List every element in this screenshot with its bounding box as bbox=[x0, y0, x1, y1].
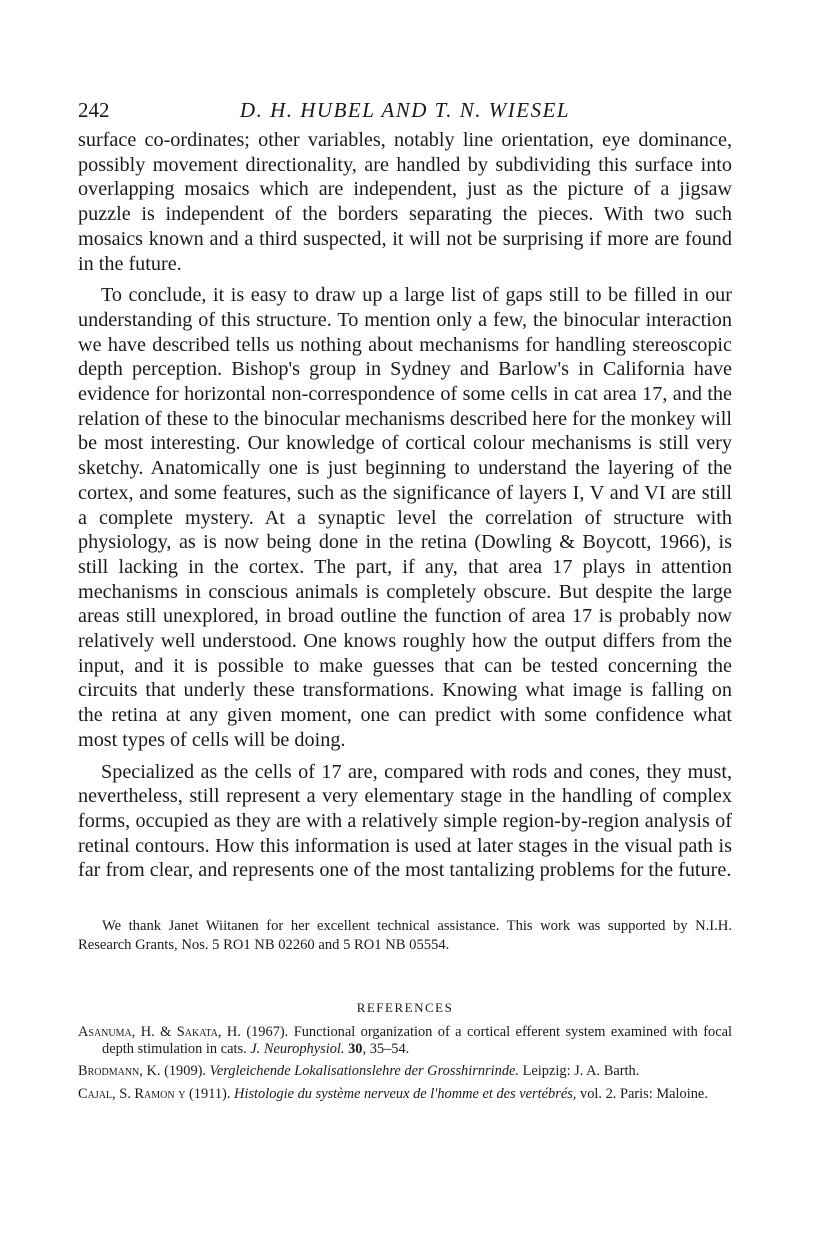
body-text bbox=[78, 128, 732, 883]
references-heading: REFERENCES bbox=[356, 1000, 454, 1016]
reference-item bbox=[78, 1086, 732, 1103]
reference-item bbox=[78, 1024, 732, 1057]
paragraph-continued: surface co-ordinates; other variables, notably line orientation, eye dominance, possibly movement directionality, are handled by subdividing this surface into overlapping mosaics which are independent, just as the picture of a jigsaw puzzle is independent of the borders separating the pieces. With two such mosaics known and a third suspected, it will not be surprising if more are found in the future. bbox=[78, 129, 732, 275]
reference-item bbox=[78, 1063, 732, 1080]
page bbox=[78, 92, 732, 1108]
reference-title: Histologie du système nerveux de l'homme et des vertébrés, bbox=[234, 1085, 577, 1102]
reference-year: (1911). bbox=[185, 1085, 235, 1102]
reference-journal: J. Neurophysiol. bbox=[250, 1040, 345, 1057]
reference-title: Vergleichende Lokalisationslehre der Grosshirnrinde. bbox=[209, 1063, 520, 1080]
acknowledgement: We thank Janet Wiitanen for her excellent technical assistance. This work was supported by N.I.H. Research Grants, Nos. 5 RO1 NB 02260 and 5 RO1 NB 05554. bbox=[78, 918, 732, 954]
running-head bbox=[78, 92, 732, 128]
paragraph-final: Specialized as the cells of 17 are, compared with rods and cones, they must, nevertheless, still represent a very elementary stage in the handling of complex forms, occupied as they are with a relatively simple region-by-region analysis of retinal contours. How this information is used at later stages in the visual path is far from clear, and represents one of the most tantalizing problems for the future. bbox=[78, 760, 732, 882]
reference-authors: Asanuma, H. & Sakata, H. bbox=[78, 1024, 241, 1041]
paragraph-conclusion: To conclude, it is easy to draw up a large list of gaps still to be filled in our understanding of this structure. To mention only a few, the binocular interaction we have described tells us nothing about mechanisms for handling stereoscopic depth perception. Bishop's group in Sydney and Barlow's in California have evidence for horizontal non-correspondence of some cells in cat area 17, and the relation of these to the binocular mechanisms described here for the monkey will be most interesting. Our knowledge of cortical colour mechanisms is still very sketchy. Anatomically one is just beginning to understand the layering of the cortex, and some features, such as the significance of layers I, V and VI are still a complete mystery. At a synaptic level the correlation of structure with physiology, as is now being done in the retina (Dowling & Boycott, 1966), is still lacking in the cortex. The part, if any, that area 17 plays in attention mechanisms in conscious animals is completely obscure. But despite the large areas still unexplored, in broad outline the function of area 17 is probably now relatively well understood. One knows roughly how the output differs from the input, and it is possible to make guesses that can be tested concerning the circuits that underly these transformations. Knowing what image is falling on the retina at any given moment, one can predict with some confidence what most types of cells will be doing. bbox=[78, 284, 732, 751]
reference-year: (1909). bbox=[160, 1063, 210, 1080]
reference-authors: Cajal, S. Ramon y bbox=[78, 1085, 186, 1102]
reference-year-title: (1967). Functional organization of a cortical efferent system examined with focal depth stimulation in cats. bbox=[102, 1024, 732, 1057]
reference-authors: Brodmann, K. bbox=[78, 1063, 161, 1080]
reference-pages: , 35–54. bbox=[362, 1040, 410, 1057]
reference-volume: 30 bbox=[344, 1040, 363, 1057]
reference-list bbox=[78, 1024, 732, 1102]
page-number: 242 bbox=[78, 98, 110, 122]
reference-publisher: Leipzig: J. A. Barth. bbox=[519, 1063, 640, 1080]
running-title: D. H. HUBEL AND T. N. WIESEL bbox=[239, 98, 571, 122]
reference-publisher: vol. 2. Paris: Maloine. bbox=[576, 1085, 708, 1102]
